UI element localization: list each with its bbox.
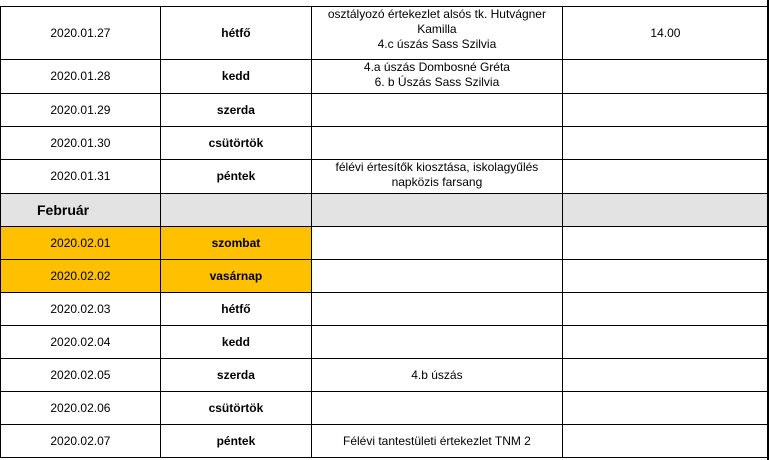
time-cell[interactable] xyxy=(562,127,768,160)
event-line: 4.a úszás Dombosné Gréta xyxy=(363,60,510,74)
table-row xyxy=(1,7,769,60)
date-cell[interactable]: 2020.01.29 xyxy=(1,94,161,127)
time-cell[interactable] xyxy=(562,293,768,326)
event-cell[interactable] xyxy=(312,160,563,194)
time-cell[interactable] xyxy=(562,60,768,94)
day-cell[interactable]: csütörtök xyxy=(160,392,311,425)
date-cell[interactable]: 2020.02.07 xyxy=(1,425,161,458)
time-cell[interactable] xyxy=(562,359,768,392)
date-cell[interactable]: 2020.01.28 xyxy=(1,60,161,94)
table-row xyxy=(1,227,769,260)
date-cell[interactable]: 2020.02.02 xyxy=(1,260,161,293)
table-row xyxy=(1,392,769,425)
time-cell[interactable] xyxy=(562,260,768,293)
date-cell[interactable]: 2020.01.30 xyxy=(1,127,161,160)
day-cell[interactable]: kedd xyxy=(160,60,311,94)
event-cell[interactable]: 4.b úszás xyxy=(312,359,563,392)
event-cell[interactable] xyxy=(312,7,563,60)
day-cell[interactable]: péntek xyxy=(160,160,311,194)
date-cell[interactable]: 2020.02.03 xyxy=(1,293,161,326)
date-cell[interactable]: 2020.02.05 xyxy=(1,359,161,392)
time-cell[interactable]: 14.00 xyxy=(562,7,768,60)
event-cell[interactable]: Félévi tantestületi értekezlet TNM 2 xyxy=(312,425,563,458)
month-band-cell[interactable] xyxy=(312,194,563,227)
table-row xyxy=(1,293,769,326)
day-cell[interactable]: szerda xyxy=(160,359,311,392)
day-cell[interactable]: szombat xyxy=(160,227,311,260)
event-cell[interactable] xyxy=(312,392,563,425)
calendar-table xyxy=(0,6,769,458)
month-band-cell[interactable] xyxy=(562,194,768,227)
event-line: osztályozó értekezlet alsós tk. Hutvágner xyxy=(327,7,546,21)
date-cell[interactable]: 2020.01.27 xyxy=(1,7,161,60)
time-cell[interactable] xyxy=(562,326,768,359)
day-cell[interactable]: csütörtök xyxy=(160,127,311,160)
event-line: Kamilla xyxy=(417,22,457,36)
time-cell[interactable] xyxy=(562,425,768,458)
event-cell[interactable] xyxy=(312,227,563,260)
table-row xyxy=(1,127,769,160)
event-cell[interactable] xyxy=(312,260,563,293)
date-cell[interactable]: 2020.01.31 xyxy=(1,160,161,194)
event-line: napközis farsang xyxy=(391,175,483,189)
event-cell[interactable] xyxy=(312,94,563,127)
event-line: félévi értesítők kiosztása, iskolagyűlés xyxy=(335,160,539,174)
month-label[interactable]: Február xyxy=(1,194,161,227)
day-cell[interactable]: szerda xyxy=(160,94,311,127)
table-row xyxy=(1,359,769,392)
day-cell[interactable]: hétfő xyxy=(160,7,311,60)
day-cell[interactable]: vasárnap xyxy=(160,260,311,293)
date-cell[interactable]: 2020.02.06 xyxy=(1,392,161,425)
table-row xyxy=(1,94,769,127)
date-cell[interactable]: 2020.02.01 xyxy=(1,227,161,260)
table-row xyxy=(1,260,769,293)
date-cell[interactable]: 2020.02.04 xyxy=(1,326,161,359)
event-line: 6. b Úszás Sass Szilvia xyxy=(374,75,500,89)
time-cell[interactable] xyxy=(562,392,768,425)
table-row xyxy=(1,160,769,194)
event-cell[interactable] xyxy=(312,127,563,160)
event-cell[interactable] xyxy=(312,326,563,359)
table-row xyxy=(1,60,769,94)
event-line: 4.c úszás Sass Szilvia xyxy=(377,37,497,51)
time-cell[interactable] xyxy=(562,227,768,260)
month-band-cell[interactable] xyxy=(160,194,311,227)
day-cell[interactable]: péntek xyxy=(160,425,311,458)
day-cell[interactable]: kedd xyxy=(160,326,311,359)
table-row xyxy=(1,326,769,359)
month-header-row xyxy=(1,194,769,227)
time-cell[interactable] xyxy=(562,160,768,194)
table-row xyxy=(1,425,769,458)
event-cell[interactable] xyxy=(312,293,563,326)
time-cell[interactable] xyxy=(562,94,768,127)
day-cell[interactable]: hétfő xyxy=(160,293,311,326)
event-cell[interactable] xyxy=(312,60,563,94)
